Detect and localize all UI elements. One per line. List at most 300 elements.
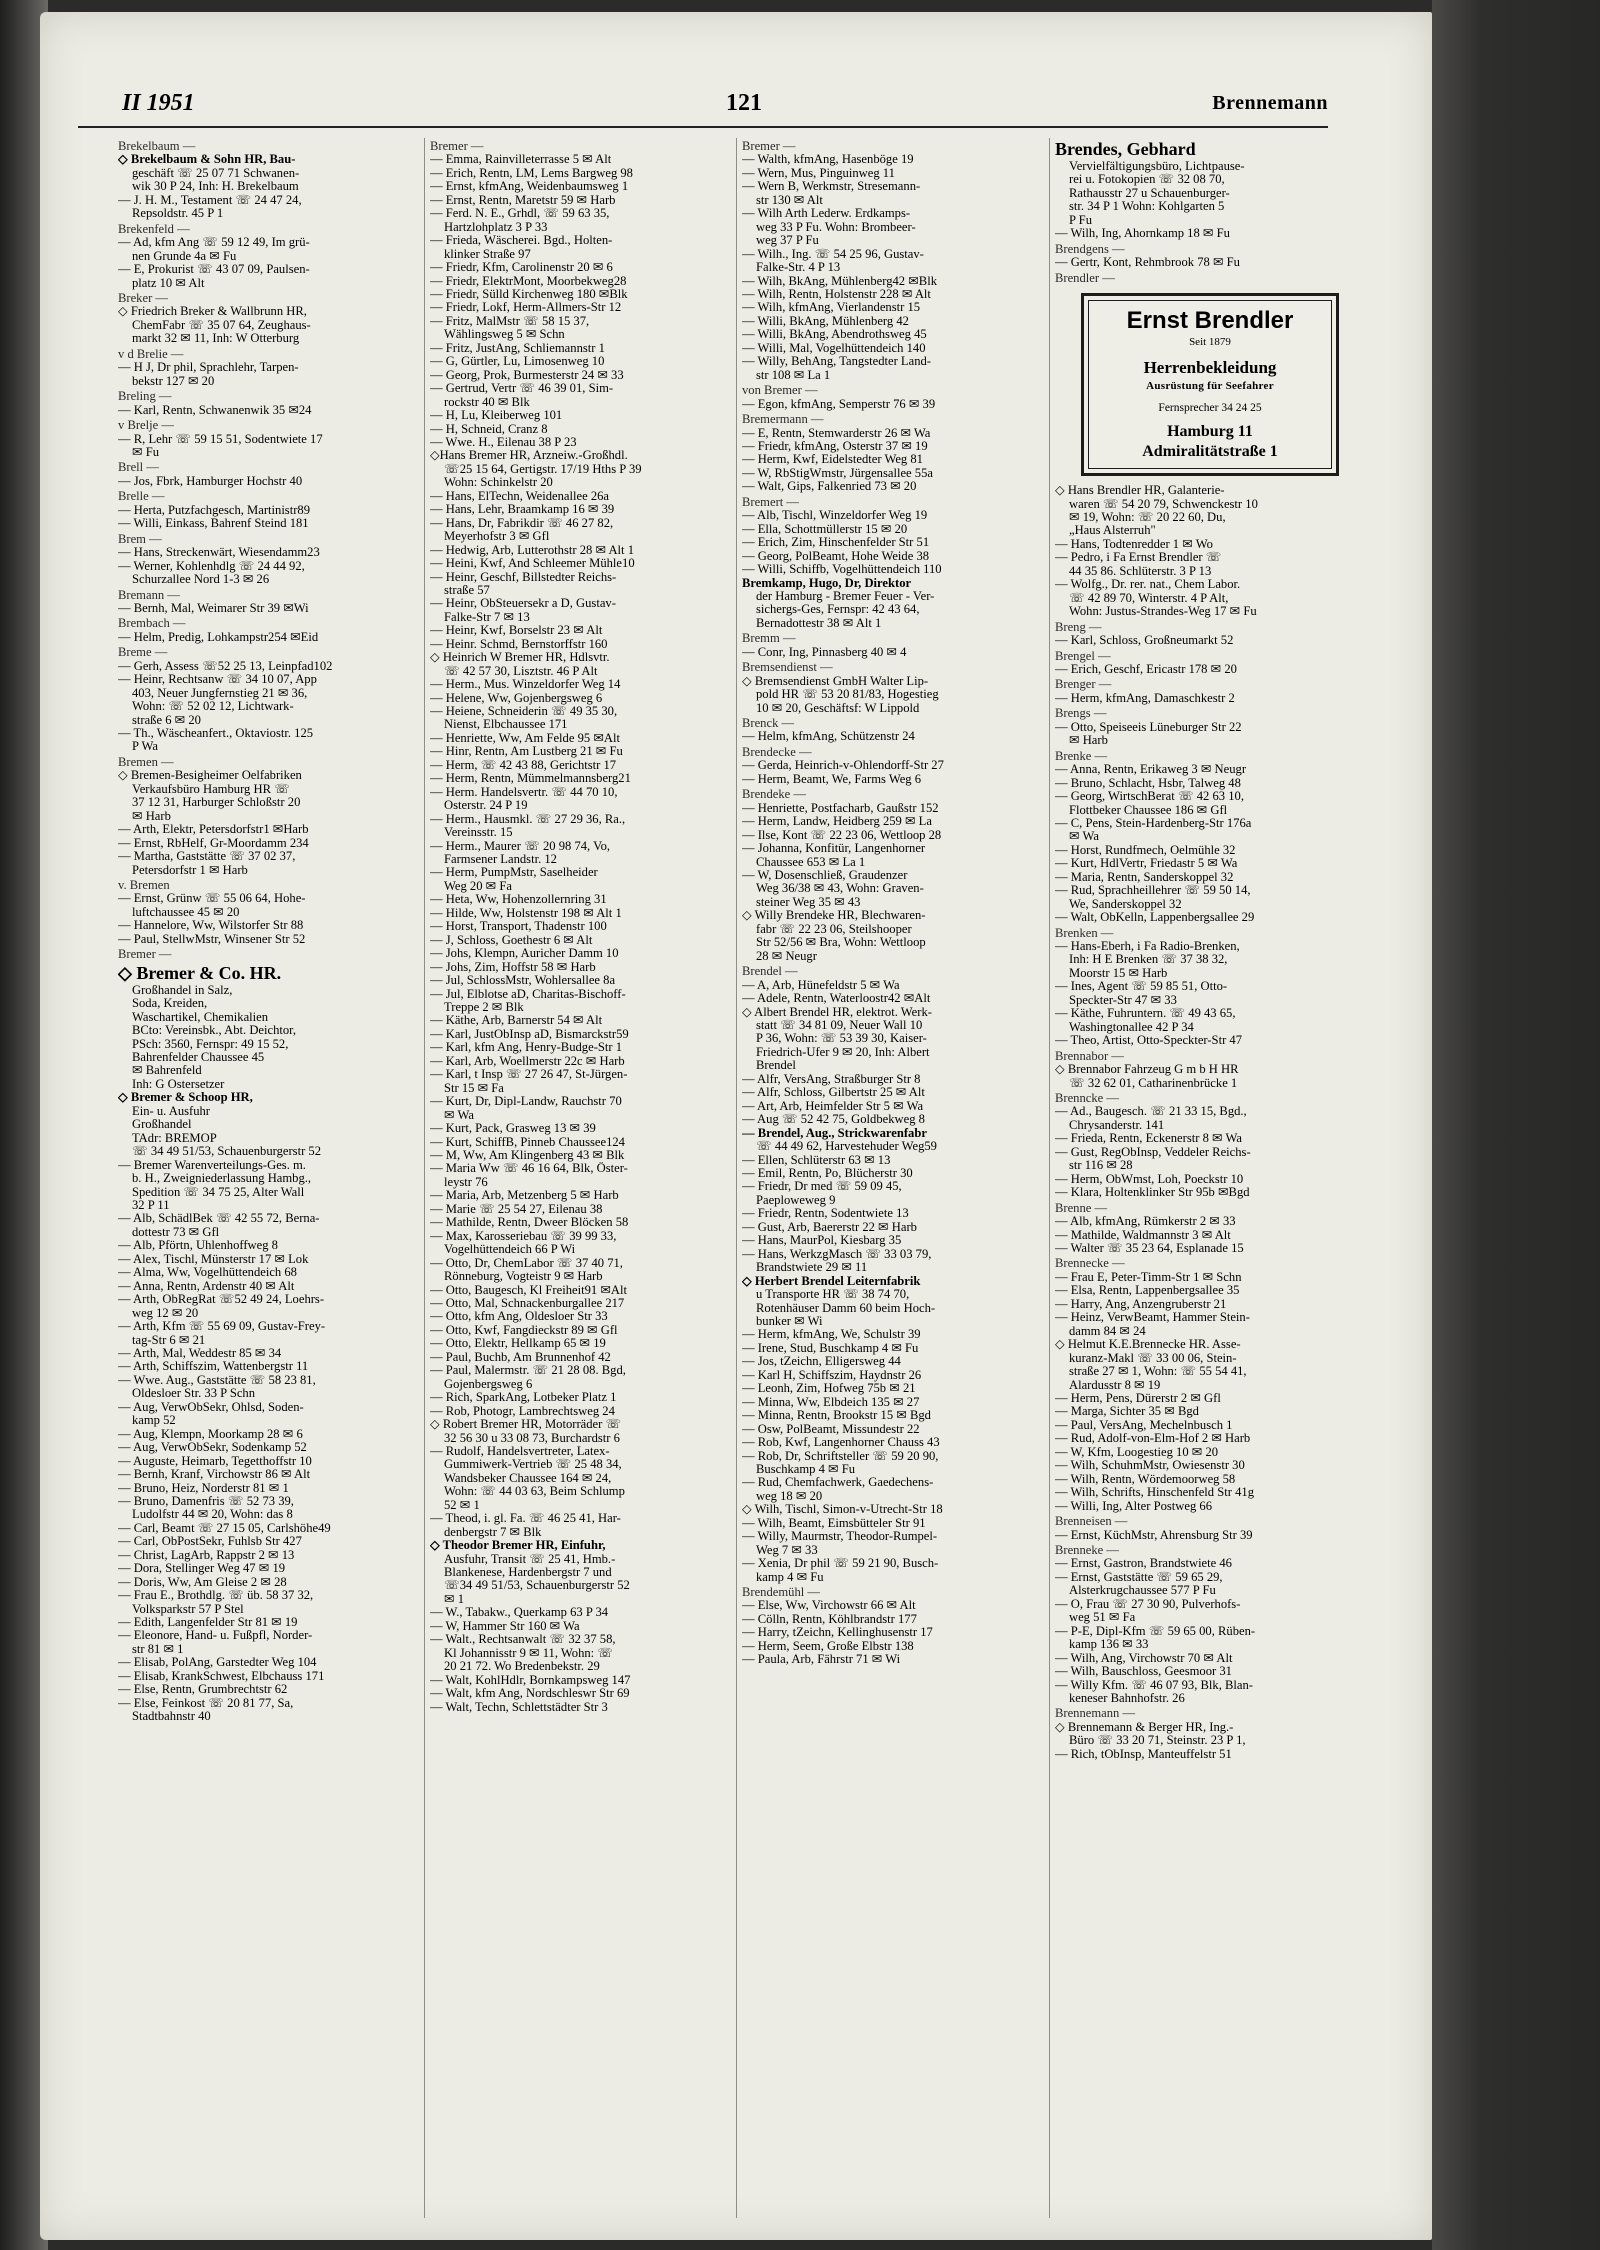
directory-entry: — Alb, Pförtn, Uhlenhoffweg 8 xyxy=(118,1239,278,1253)
directory-entry: — Herm., Hausmkl. ☏ 27 29 36, Ra., xyxy=(430,812,626,826)
directory-entry: — Paul, VersAng, Mechelnbusch 1 xyxy=(1055,1418,1233,1432)
surname-heading: Brelle — xyxy=(118,490,165,504)
directory-entry: — Otto, Baugesch, Kl Freiheit91 ✉Alt xyxy=(430,1283,627,1297)
directory-entry: ◇ Brennemann & Berger HR, Ing.- xyxy=(1055,1720,1234,1734)
directory-entry: kamp 136 ✉ 33 xyxy=(1069,1638,1149,1652)
directory-entry: — Henriette, Postfacharb, Gaußstr 152 xyxy=(742,801,939,815)
directory-entry: markt 32 ✉ 11, Inh: W Otterburg xyxy=(132,332,300,346)
directory-entry: ✉ Harb xyxy=(1069,734,1108,748)
directory-entry: — Walth, kfmAng, Hasenböge 19 xyxy=(742,153,914,167)
directory-entry: — Helm, Predig, Lohkampstr254 ✉Eid xyxy=(118,630,319,644)
directory-entry: — Bruno, Schlacht, Hsbr, Talweg 48 xyxy=(1055,776,1241,790)
directory-entry: 37 12 31, Harburger Schloßstr 20 xyxy=(132,796,301,810)
directory-entry: — Wilh, Rentn, Wördemoorweg 58 xyxy=(1055,1472,1236,1486)
directory-entry: Stadtbahnstr 40 xyxy=(132,1710,211,1724)
header-volume-year: II 1951 xyxy=(122,90,195,116)
directory-entry: Rönneburg, Vogteistr 9 ✉ Harb xyxy=(444,1270,603,1284)
ad-company-name: Ernst Brendler xyxy=(1126,307,1294,335)
surname-heading: Bremsendienst — xyxy=(742,661,833,675)
directory-entry: — Wilh, Rentn, Holstenstr 228 ✉ Alt xyxy=(742,287,931,301)
directory-entry: — Herta, Putzfachgesch, Martinistr89 xyxy=(118,503,310,517)
directory-entry: — Else, Rentn, Grumbrechtstr 62 xyxy=(118,1683,288,1697)
directory-entry: — Friedr, Lokf, Herm-Allmers-Str 12 xyxy=(430,301,622,315)
directory-entry: — Wilh, Ang, Virchowstr 70 ✉ Alt xyxy=(1055,1651,1233,1665)
directory-entry: geschäft ☏ 25 07 71 Schwanen- xyxy=(132,166,300,180)
directory-entry: — Rob, Dr, Schriftsteller ☏ 59 20 90, xyxy=(742,1449,939,1463)
surname-heading: Brengs — xyxy=(1055,707,1107,721)
directory-entry: — Mathilde, Rentn, Dweer Blöcken 58 xyxy=(430,1216,629,1230)
directory-entry: dottestr 73 ✉ Gfl xyxy=(132,1225,220,1239)
directory-entry: Falke-Str. 4 P 13 xyxy=(756,261,841,275)
directory-entry: — H J, Dr phil, Sprachlehr, Tarpen- xyxy=(118,361,299,375)
directory-entry: — Wern B, Werkmstr, Stresemann- xyxy=(742,180,921,194)
directory-entry: — Erich, Geschf, Ericastr 178 ✉ 20 xyxy=(1055,662,1237,676)
directory-entry: — J, Schloss, Goethestr 6 ✉ Alt xyxy=(430,933,593,947)
directory-entry: — Frieda, Rentn, Eckenerstr 8 ✉ Wa xyxy=(1055,1132,1242,1146)
directory-entry: — Friedr, Kfm, Carolinenstr 20 ✉ 6 xyxy=(430,261,613,275)
directory-entry: Flottbeker Chaussee 186 ✉ Gfl xyxy=(1069,803,1228,817)
directory-entry: — Martha, Gaststätte ☏ 37 02 37, xyxy=(118,850,296,864)
directory-entry: P Fu xyxy=(1069,213,1092,227)
directory-entry: — Leonh, Zim, Hofweg 75b ✉ 21 xyxy=(742,1382,916,1396)
directory-entry: Wohn: Schinkelstr 20 xyxy=(444,476,553,490)
directory-entry: Wählingsweg 5 ✉ Schn xyxy=(444,328,565,342)
directory-entry: — Willy, Maurmstr, Theodor-Rumpel- xyxy=(742,1530,938,1544)
surname-heading: v. Bremen xyxy=(118,879,170,893)
directory-entry: — Auguste, Heimarb, Tegetthoffstr 10 xyxy=(118,1454,312,1468)
directory-entry: — Ernst, RbHelf, Gr-Moordamm 234 xyxy=(118,836,309,850)
directory-entry: Alardusstr 8 ✉ 19 xyxy=(1069,1378,1161,1392)
directory-entry: — Ernst, KüchMstr, Ahrensburg Str 39 xyxy=(1055,1528,1253,1542)
directory-entry: — Herm., Mus. Winzeldorfer Weg 14 xyxy=(430,678,621,692)
directory-entry: Friedrich-Ufer 9 ✉ 20, Inh: Albert xyxy=(756,1045,930,1059)
directory-entry: — Dora, Stellinger Weg 47 ✉ 19 xyxy=(118,1562,286,1576)
surname-heading: Brendeke — xyxy=(742,788,806,802)
directory-entry: 32 P 11 xyxy=(132,1198,170,1212)
directory-entry: ☏ 42 89 70, Winterstr. 4 P Alt, xyxy=(1069,591,1229,605)
directory-entry: — Bernh, Mal, Weimarer Str 39 ✉Wi xyxy=(118,601,309,615)
directory-entry: — Cölln, Rentn, Köhlbrandstr 177 xyxy=(742,1612,917,1626)
directory-entry: — Theo, Artist, Otto-Speckter-Str 47 xyxy=(1055,1034,1242,1048)
directory-entry: — Henriette, Ww, Am Felde 95 ✉Alt xyxy=(430,731,620,745)
surname-heading: Brennabor — xyxy=(1055,1049,1124,1063)
directory-entry: — Karl, Rentn, Schwanenwik 35 ✉24 xyxy=(118,403,312,417)
directory-entry: — Rudolf, Handelsvertreter, Latex- xyxy=(430,1444,610,1458)
directory-entry: ◇ Brekelbaum & Sohn HR, Bau- xyxy=(118,153,296,167)
directory-entry: — Bruno, Damenfris ☏ 52 73 39, xyxy=(118,1494,294,1508)
advertisement-frame xyxy=(1088,300,1332,469)
directory-entry: — Karl, Arb, Woellmerstr 22c ✉ Harb xyxy=(430,1054,625,1068)
directory-entry: — Willi, Ing, Alter Postweg 66 xyxy=(1055,1499,1213,1513)
surname-heading: Bremer — xyxy=(430,140,484,153)
directory-entry: ◇ Brennabor Fahrzeug G m b H HR xyxy=(1055,1063,1239,1077)
directory-entry: nen Grunde 4a ✉ Fu xyxy=(132,249,237,263)
directory-entry: — Ad., Baugesch. ☏ 21 33 15, Bgd., xyxy=(1055,1105,1247,1119)
directory-entry: ◇ Wilh, Tischl, Simon-v-Utrecht-Str 18 xyxy=(742,1503,943,1517)
directory-entry: — Helene, Ww, Gojenbergsweg 6 xyxy=(430,691,603,705)
directory-entry: Soda, Kreiden, xyxy=(132,997,208,1011)
directory-entry: — Rud, Chemfachwerk, Gaedechens- xyxy=(742,1476,934,1490)
directory-entry: — Karl, kfm Ang, Henry-Budge-Str 1 xyxy=(430,1041,623,1055)
directory-entry: Wohn: ☏ 52 02 12, Lichtwark- xyxy=(132,700,294,714)
directory-entry: — P-E, Dipl-Kfm ☏ 59 65 00, Rüben- xyxy=(1055,1624,1256,1638)
directory-entry: ◇ Willy Brendeke HR, Blechwaren- xyxy=(742,909,926,923)
directory-entry: Vervielfältigungsbüro, Lichtpause- xyxy=(1069,160,1245,173)
directory-entry: — Bernh, Kranf, Virchowstr 86 ✉ Alt xyxy=(118,1468,311,1482)
directory-entry: tag-Str 6 ✉ 21 xyxy=(132,1333,206,1347)
directory-entry: — Wwe. Aug., Gaststätte ☏ 58 23 81, xyxy=(118,1373,316,1387)
directory-entry: ◇ Heinrich W Bremer HR, Hdlsvtr. xyxy=(430,651,610,665)
directory-entry: Str 15 ✉ Fa xyxy=(444,1081,504,1095)
directory-entry: Brendel xyxy=(756,1059,796,1073)
directory-columns xyxy=(118,138,1338,2218)
directory-entry: Ludolfstr 44 ✉ 20, Wohn: das 8 xyxy=(132,1508,293,1522)
directory-entry: — Johs, Zim, Hoffstr 58 ✉ Harb xyxy=(430,960,596,974)
surname-heading: Brendgens — xyxy=(1055,242,1125,256)
directory-entry: — Paula, Arb, Fährstr 71 ✉ Wi xyxy=(742,1653,901,1667)
directory-entry: straße 6 ✉ 20 xyxy=(132,713,201,727)
directory-entry: — Friedr, Dr med ☏ 59 09 45, xyxy=(742,1180,902,1194)
directory-entry: — Karl H, Schiffszim, Haydnstr 26 xyxy=(742,1368,922,1382)
directory-entry: weg 18 ✉ 20 xyxy=(756,1489,823,1503)
scanner-margin xyxy=(1432,0,1600,2250)
directory-entry: — Paul, StellwMstr, Winsener Str 52 xyxy=(118,932,306,946)
directory-entry: Osterstr. 24 P 19 xyxy=(444,799,528,813)
directory-entry: 32 56 30 u 33 08 73, Burchardstr 6 xyxy=(444,1431,620,1445)
directory-entry: — E, Rentn, Stemwarderstr 26 ✉ Wa xyxy=(742,426,931,440)
directory-entry: — Johanna, Konfitür, Langenhorner xyxy=(742,842,926,856)
directory-entry: — Hans-Eberh, i Fa Radio-Brenken, xyxy=(1055,940,1240,954)
directory-entry: Rathausstr 27 u Schauenburger- xyxy=(1069,186,1230,200)
directory-entry: Vogelhüttendeich 66 P Wi xyxy=(444,1243,576,1257)
column-3 xyxy=(742,138,1040,2218)
directory-entry: — Karl, t Insp ☏ 27 26 47, St-Jürgen- xyxy=(430,1068,628,1082)
directory-entry: fabr ☏ 22 23 06, Steilshooper xyxy=(756,922,912,936)
directory-entry: — Walt, Techn, Schlettstädter Str 3 xyxy=(430,1700,608,1714)
directory-entry: 403, Neuer Jungfernstieg 21 ✉ 36, xyxy=(132,686,308,700)
directory-entry: — Georg, WirtschBerat ☏ 42 63 10, xyxy=(1055,790,1244,804)
directory-entry: Volksparkstr 57 P Stel xyxy=(132,1602,244,1616)
directory-entry: — Willi, BkAng, Mühlenberg 42 xyxy=(742,314,909,328)
directory-entry: — O, Frau ☏ 27 30 90, Pulverhofs- xyxy=(1055,1597,1241,1611)
directory-entry: — Rob, Kwf, Langenhorner Chauss 43 xyxy=(742,1436,940,1450)
directory-entry: Nienst, Elbchaussee 171 xyxy=(444,718,568,732)
directory-entry: — Paul, Malermstr. ☏ 21 28 08. Bgd, xyxy=(430,1364,626,1378)
directory-entry: Farmsener Landstr. 12 xyxy=(444,853,557,867)
column-1 xyxy=(118,138,416,2218)
directory-entry: ◇ Hans Brendler HR, Galanterie- xyxy=(1055,484,1225,498)
directory-entry: — Herm, kfmAng, We, Schulstr 39 xyxy=(742,1328,921,1342)
header-running-title: Brennemann xyxy=(1212,92,1328,114)
directory-entry: — W, Kfm, Loogestieg 10 ✉ 20 xyxy=(1055,1445,1219,1459)
ad-phone: Fernsprecher 34 24 25 xyxy=(1158,402,1262,415)
directory-entry: — Helm, kfmAng, Schützenstr 24 xyxy=(742,730,915,744)
ad-since: Seit 1879 xyxy=(1189,336,1231,349)
directory-entry: — Herm. Handelsvertr. ☏ 44 70 10, xyxy=(430,785,618,799)
directory-entry: — W, RbStigWmstr, Jürgensallee 55a xyxy=(742,466,933,480)
surname-heading: Brekelbaum — xyxy=(118,140,196,153)
directory-entry: — Rud, Sprachheillehrer ☏ 59 50 14, xyxy=(1055,884,1251,898)
directory-entry: — Jul, Elblotse aD, Charitas-Bischoff- xyxy=(430,987,626,1001)
directory-entry: steiner Weg 35 ✉ 43 xyxy=(756,895,861,909)
directory-entry: Ein- u. Ausfuhr xyxy=(132,1104,211,1118)
surname-heading: Brekenfeld — xyxy=(118,222,190,236)
surname-heading: Brem — xyxy=(118,532,162,546)
directory-entry: ✉ 19, Wohn: ☏ 20 22 60, Du, xyxy=(1069,510,1226,524)
directory-entry: — Willi, Mal, Vogelhüttendeich 140 xyxy=(742,341,926,355)
directory-entry: klinker Straße 97 xyxy=(444,247,531,261)
directory-entry: Großhandel xyxy=(132,1118,192,1132)
surname-heading: v Brelje — xyxy=(118,419,174,433)
directory-entry: — Rich, SparkAng, Lotbeker Platz 1 xyxy=(430,1391,617,1405)
surname-heading: Brenncke — xyxy=(1055,1092,1119,1106)
directory-entry: — E, Prokurist ☏ 43 07 09, Paulsen- xyxy=(118,263,310,277)
directory-entry: str 116 ✉ 28 xyxy=(1069,1159,1133,1173)
directory-entry: — Else, Ww, Virchowstr 66 ✉ Alt xyxy=(742,1599,916,1613)
directory-entry: — Eleonore, Hand- u. Fußpfl, Norder- xyxy=(118,1629,313,1643)
directory-entry: — Friedr, ElektrMont, Moorbekweg28 xyxy=(430,274,627,288)
directory-entry: — Hans, WerkzgMasch ☏ 33 03 79, xyxy=(742,1247,932,1261)
directory-entry: — Willi, BkAng, Abendrothsweg 45 xyxy=(742,328,927,342)
directory-entry: — Wern, Mus, Pinguinweg 11 xyxy=(742,166,895,180)
directory-entry: Großhandel in Salz, xyxy=(132,983,233,997)
surname-heading: Breng — xyxy=(1055,620,1102,634)
directory-entry: kuranz-Makl ☏ 33 00 06, Stein- xyxy=(1069,1351,1237,1365)
directory-entry: — W., Tabakw., Querkamp 63 P 34 xyxy=(430,1606,609,1620)
directory-entry: — Adele, Rentn, Waterloostr42 ✉Alt xyxy=(742,992,931,1006)
directory-entry: — Klara, Holtenklinker Str 95b ✉Bgd xyxy=(1055,1186,1250,1200)
directory-entry: str 108 ✉ La 1 xyxy=(756,368,831,382)
directory-entry: — Brendel, Aug., Strickwarenfabr xyxy=(742,1126,927,1140)
directory-entry: — Karl, Schloss, Großneumarkt 52 xyxy=(1055,634,1234,648)
directory-entry: Spedition ☏ 34 75 25, Alter Wall xyxy=(132,1185,305,1199)
column-4 xyxy=(1055,138,1345,2218)
directory-entry: — Walt, KohlHdlr, Bornkampsweg 147 xyxy=(430,1673,631,1687)
header-page-number: 121 xyxy=(726,90,762,116)
directory-entry: — Paul, Buchb, Am Brunnenhof 42 xyxy=(430,1350,611,1364)
directory-entry: ☏25 15 64, Gertigstr. 17/19 Hths P 39 xyxy=(444,462,642,476)
directory-entry: ✉ Wa xyxy=(1069,830,1099,844)
directory-entry: — Wilh, Ing, Ahornkamp 18 ✉ Fu xyxy=(1055,227,1230,241)
surname-heading: Bremer — xyxy=(118,948,172,962)
directory-entry: — Otto, kfm Ang, Oldesloer Str 33 xyxy=(430,1310,608,1324)
directory-entry: 28 ✉ Neugr xyxy=(756,949,817,963)
directory-entry: — Herm, kfmAng, Damaschkestr 2 xyxy=(1055,691,1235,705)
directory-entry: — Herm., Maurer ☏ 20 98 74, Vo, xyxy=(430,839,611,853)
directory-entry: Wohn: ☏ 44 03 63, Beim Schlump xyxy=(444,1485,625,1499)
directory-entry: — Edith, Langenfelder Str 81 ✉ 19 xyxy=(118,1616,298,1630)
directory-entry: b. H., Zweigniederlassung Hambg., xyxy=(132,1172,312,1186)
directory-entry: — Else, Feinkost ☏ 20 81 77, Sa, xyxy=(118,1696,294,1710)
directory-entry: leystr 76 xyxy=(444,1175,488,1189)
directory-entry: sichergs-Ges, Fernspr: 42 43 64, xyxy=(756,603,920,617)
directory-entry: ◇ Helmut K.E.Brennecke HR. Asse- xyxy=(1055,1338,1241,1352)
directory-entry: waren ☏ 54 20 79, Schwenckestr 10 xyxy=(1069,497,1258,511)
directory-entry: — Hans, Streckenwärt, Wiesendamm23 xyxy=(118,546,320,560)
directory-entry: — Ella, Schottmüllerstr 15 ✉ 20 xyxy=(742,522,908,536)
directory-entry: — Horst, Transport, Thadenstr 100 xyxy=(430,920,607,934)
directory-entry: — Wilh, Schrifts, Hinschenfeld Str 41g xyxy=(1055,1486,1254,1500)
directory-entry: ☏34 49 51/53, Schauenburgerstr 52 xyxy=(444,1579,630,1593)
directory-entry: — Hans, MaurPol, Kiesbarg 35 xyxy=(742,1234,902,1248)
directory-entry: — Heinr, ObSteuersekr a D, Gustav- xyxy=(430,597,616,611)
directory-entry: — Jos, tZeichn, Elligersweg 44 xyxy=(742,1355,901,1369)
directory-entry: Speckter-Str 47 ✉ 33 xyxy=(1069,993,1177,1007)
directory-entry: — W, Hammer Str 160 ✉ Wa xyxy=(430,1619,580,1633)
directory-entry: — Harry, Ang, Anzengruberstr 21 xyxy=(1055,1297,1227,1311)
directory-entry: Bernadottestr 38 ✉ Alt 1 xyxy=(756,616,882,630)
directory-entry: Vereinsstr. 15 xyxy=(444,826,513,840)
directory-entry: Wohn: Justus-Strandes-Weg 17 ✉ Fu xyxy=(1069,605,1257,619)
directory-entry: — Heiene, Schneiderin ☏ 49 35 30, xyxy=(430,705,618,719)
surname-heading: Brenke — xyxy=(1055,749,1108,763)
directory-entry: luftchaussee 45 ✉ 20 xyxy=(132,905,240,919)
directory-entry: Bremkamp, Hugo, Dr, Direktor xyxy=(742,576,912,590)
directory-entry: bekstr 127 ✉ 20 xyxy=(132,374,215,388)
directory-entry: — Horst, Rundfmech, Oelmühle 32 xyxy=(1055,843,1236,857)
directory-entry: keneser Bahnhofstr. 26 xyxy=(1069,1691,1185,1705)
directory-entry: — Käthe, Arb, Barnerstr 54 ✉ Alt xyxy=(430,1014,603,1028)
directory-entry: Treppe 2 ✉ Blk xyxy=(444,1001,524,1014)
directory-entry: Büro ☏ 33 20 71, Steinstr. 23 P 1, xyxy=(1069,1734,1246,1748)
directory-entry: — Aug, Klempn, Moorkamp 28 ✉ 6 xyxy=(118,1427,303,1441)
directory-entry: — Georg, PolBeamt, Hohe Weide 38 xyxy=(742,549,930,563)
directory-entry: Hartzlohplatz 3 P 33 xyxy=(444,220,548,234)
directory-entry: — Irene, Stud, Buschkamp 4 ✉ Fu xyxy=(742,1341,919,1355)
directory-entry: Str 52/56 ✉ Bra, Wohn: Wettloop xyxy=(756,936,926,950)
directory-entry: — Hannelore, Ww, Wilstorfer Str 88 xyxy=(118,919,304,933)
directory-entry: ◇ Theodor Bremer HR, Einfuhr, xyxy=(430,1539,606,1553)
directory-entry: Chaussee 653 ✉ La 1 xyxy=(756,855,866,869)
surname-heading: Brenneisen — xyxy=(1055,1515,1128,1529)
directory-entry: — Walt, kfm Ang, Nordschleswr Str 69 xyxy=(430,1687,630,1701)
directory-entry: — Gust, RegObInsp, Veddeler Reichs- xyxy=(1055,1145,1251,1159)
directory-entry: — Anna, Rentn, Erikaweg 3 ✉ Neugr xyxy=(1055,763,1247,777)
directory-entry: Repsoldstr. 45 P 1 xyxy=(132,207,224,221)
directory-entry: — Maria, Arb, Metzenberg 5 ✉ Harb xyxy=(430,1189,619,1203)
directory-entry: — Otto, Kwf, Fangdieckstr 89 ✉ Gfl xyxy=(430,1323,618,1337)
directory-entry: — Egon, kfmAng, Semperstr 76 ✉ 39 xyxy=(742,397,936,411)
directory-entry: — Jos, Fbrk, Hamburger Hochstr 40 xyxy=(118,474,303,488)
directory-entry: — Friedr, Rentn, Sodentwiete 13 xyxy=(742,1207,909,1221)
directory-entry: — Maria, Rentn, Sanderskoppel 32 xyxy=(1055,870,1234,884)
directory-entry: — Gerh, Assess ☏52 25 13, Leinpfad102 xyxy=(118,659,333,673)
directory-entry: — Walt., Rechtsanwalt ☏ 32 37 58, xyxy=(430,1633,616,1647)
directory-entry: — H, Schneid, Cranz 8 xyxy=(430,422,548,436)
directory-entry: — Frau E., Brothdlg. ☏ üb. 58 37 32, xyxy=(118,1589,314,1603)
directory-entry: — Hans, Todtenredder 1 ✉ Wo xyxy=(1055,537,1213,551)
directory-entry: — Erich, Rentn, LM, Lems Bargweg 98 xyxy=(430,166,633,180)
surname-heading: Brenken — xyxy=(1055,926,1114,940)
directory-entry: ☏ 34 49 51/53, Schauenburgerstr 52 xyxy=(132,1145,322,1159)
directory-entry: — Maria Ww ☏ 46 16 64, Blk, Öster- xyxy=(430,1162,628,1176)
directory-entry: ✉ Fu xyxy=(132,445,160,459)
directory-entry: Verkaufsbüro Hamburg HR ☏ xyxy=(132,782,290,796)
directory-entry: Weg 36/38 ✉ 43, Wohn: Graven- xyxy=(756,882,924,896)
surname-heading: Bremann — xyxy=(118,588,180,602)
directory-entry: straße 27 ✉ 1, Wohn: ☏ 55 54 41, xyxy=(1069,1365,1247,1379)
brendler-advertisement xyxy=(1081,293,1339,476)
directory-entry: — Gertr, Kont, Rehmbrook 78 ✉ Fu xyxy=(1055,256,1240,270)
directory-entry: str. 34 P 1 Wohn: Kohlgarten 5 xyxy=(1069,200,1225,214)
surname-heading: v d Brelie — xyxy=(118,347,184,361)
surname-heading: Breme — xyxy=(118,646,168,660)
directory-entry: — Wwe. H., Eilenau 38 P 23 xyxy=(430,435,577,449)
directory-entry: — Heta, Ww, Hohenzollernring 31 xyxy=(430,893,607,907)
surname-heading: Bremen — xyxy=(118,755,174,769)
directory-entry: — Hinr, Rentn, Am Lustberg 21 ✉ Fu xyxy=(430,745,623,759)
directory-entry: damm 84 ✉ 24 xyxy=(1069,1324,1146,1338)
directory-entry: — C, Pens, Stein-Hardenberg-Str 176a xyxy=(1055,816,1252,830)
directory-entry: u Transporte HR ☏ 38 74 70, xyxy=(756,1288,910,1302)
directory-entry: — Wilh, Beamt, Eimsbütteler Str 91 xyxy=(742,1516,926,1530)
directory-entry: — Pedro, i Fa Ernst Brendler ☏ xyxy=(1055,551,1222,565)
directory-entry: — Kurt, HdlVertr, Friedastr 5 ✉ Wa xyxy=(1055,857,1238,871)
directory-entry: 52 ✉ 1 xyxy=(444,1498,480,1512)
directory-entry: — Heini, Kwf, And Schleemer Mühle10 xyxy=(430,557,635,571)
directory-entry: — Alfr, Schloss, Gilbertstr 25 ✉ Alt xyxy=(742,1086,925,1100)
directory-entry: denbergstr 7 ✉ Blk xyxy=(444,1525,542,1539)
directory-entry: — Kurt, Pack, Grasweg 13 ✉ 39 xyxy=(430,1122,596,1136)
directory-entry: — Arth, Kfm ☏ 55 69 09, Gustav-Frey- xyxy=(118,1320,326,1334)
directory-entry: — Georg, Prok, Burmesterstr 24 ✉ 33 xyxy=(430,368,624,382)
directory-entry: — Emma, Rainvilleterrasse 5 ✉ Alt xyxy=(430,153,612,167)
directory-entry: — G, Gürtler, Lu, Limosenweg 10 xyxy=(430,355,605,369)
directory-entry: Brendes, Gebhard xyxy=(1055,139,1196,159)
directory-entry: — Bremer Warenverteilungs-Ges. m. xyxy=(118,1158,306,1172)
surname-heading: Bremert — xyxy=(742,495,800,509)
directory-entry: Gojenbergsweg 6 xyxy=(444,1377,533,1391)
directory-entry: — Emil, Rentn, Po, Blücherstr 30 xyxy=(742,1166,913,1180)
directory-entry: — Elsa, Rentn, Lappenbergsallee 35 xyxy=(1055,1284,1240,1298)
directory-entry: str 81 ✉ 1 xyxy=(132,1642,184,1656)
directory-entry: — Friedr, Sülld Kirchenweg 180 ✉Blk xyxy=(430,287,628,301)
directory-entry: — Johs, Klempn, Auricher Damm 10 xyxy=(430,947,619,961)
directory-entry: — Herm, ObWmst, Loh, Poeckstr 10 xyxy=(1055,1172,1244,1186)
directory-entry: — Christ, LagArb, Rappstr 2 ✉ 13 xyxy=(118,1548,295,1562)
directory-entry: — Frau E, Peter-Timm-Str 1 ✉ Schn xyxy=(1055,1270,1242,1284)
directory-entry: ◇ Bremer & Co. HR. xyxy=(118,962,282,983)
directory-entry: — W, Dosenschließ, Graudenzer xyxy=(742,869,908,883)
directory-entry: — Herm, Kwf, Eidelstedter Weg 81 xyxy=(742,453,923,467)
directory-entry: — Alb, SchädlBek ☏ 42 55 72, Berna- xyxy=(118,1212,320,1226)
directory-entry: PSch: 3560, Fernspr: 49 15 52, xyxy=(132,1037,289,1051)
surname-heading: Brendel — xyxy=(742,965,798,979)
directory-entry: weg 33 P Fu. Wohn: Brombeer- xyxy=(756,220,916,234)
directory-entry: — Rud, Adolf-von-Elm-Hof 2 ✉ Harb xyxy=(1055,1432,1251,1446)
directory-entry: kamp 4 ✉ Fu xyxy=(756,1570,824,1584)
directory-entry: Weg 20 ✉ Fa xyxy=(444,879,512,893)
directory-entry: rockstr 40 ✉ Blk xyxy=(444,395,530,409)
directory-entry: weg 12 ✉ 20 xyxy=(132,1306,199,1320)
directory-entry: — Otto, Dr, ChemLabor ☏ 37 40 71, xyxy=(430,1256,623,1270)
directory-entry: — Heinr, Geschf, Billstedter Reichs- xyxy=(430,570,617,584)
directory-entry: — Ferd. N. E., Grhdl, ☏ 59 63 35, xyxy=(430,207,610,221)
directory-entry: — Anna, Rentn, Ardenstr 40 ✉ Alt xyxy=(118,1279,295,1293)
directory-entry: — Mathilde, Waldmannstr 3 ✉ Alt xyxy=(1055,1228,1231,1242)
directory-entry: — Jul, SchlossMstr, Wohlersallee 8a xyxy=(430,974,616,988)
directory-entry: — Th., Wäscheanfert., Oktaviostr. 125 xyxy=(118,727,314,741)
surname-heading: Brembach — xyxy=(118,617,186,631)
directory-entry: — Herm, PumpMstr, Saselheider xyxy=(430,866,598,880)
directory-entry: Ausfuhr, Transit ☏ 25 41, Hmb.- xyxy=(444,1552,616,1566)
directory-entry: P 36, Wohn: ☏ 53 39 30, Kaiser- xyxy=(756,1032,927,1046)
ad-subtitle: Ausrüstung für Seefahrer xyxy=(1146,380,1274,393)
directory-entry: — Walt, Gips, Falkenried 73 ✉ 20 xyxy=(742,480,917,494)
directory-entry: Alsterkrugchaussee 577 P Fu xyxy=(1069,1584,1216,1598)
directory-entry: Blankenese, Hardenbergstr 7 und xyxy=(444,1566,612,1580)
directory-entry: — Willi, Einkass, Bahrenf Steind 181 xyxy=(118,517,309,531)
